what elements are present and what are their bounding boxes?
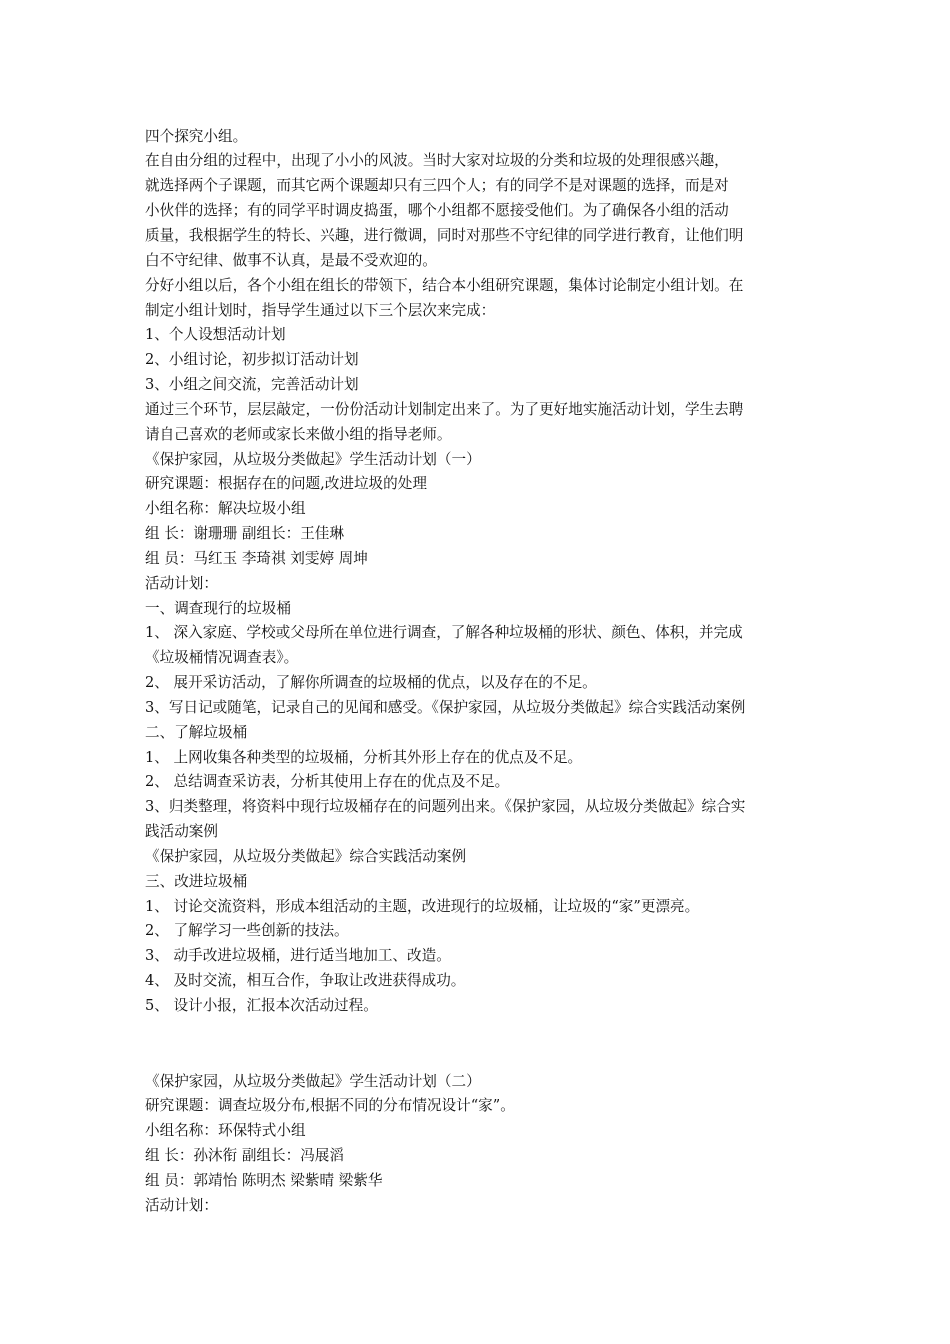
list-item: 1、 上网收集各种类型的垃圾桶，分析其外形上存在的优点及不足。 [145,749,583,766]
text-line: 请自己喜欢的老师或家长来做小组的指导老师。 [145,426,452,443]
section-heading: 三、改进垃圾桶 [145,873,248,890]
list-item: 1、 深入家庭、学校或父母所在单位进行调查，了解各种垃圾桶的形状、颜色、体积，并完成 [145,624,743,641]
text-line: 小组名称：解决垃圾小组 [145,500,306,517]
list-item: 2、 了解学习一些创新的技法。 [145,922,349,939]
list-item: 3、 动手改进垃圾桶，进行适当地加工、改造。 [145,947,451,964]
section-heading: 二、了解垃圾桶 [145,724,248,741]
text-line: 组 员：马红玉 李琦祺 刘雯婷 周坤 [145,550,368,567]
text-line: 四个探究小组。 [145,128,248,145]
text-line: 《保护家园，从垃圾分类做起》综合实践活动案例 [145,848,467,865]
text-line: 小组名称：环保特式小组 [145,1122,306,1139]
list-item: 3、小组之间交流，完善活动计划 [145,376,359,393]
list-item: 5、 设计小报，汇报本次活动过程。 [145,997,378,1014]
text-line: 小伙伴的选择；有的同学平时调皮捣蛋，哪个小组都不愿接受他们。为了确保各小组的活动 [145,202,729,219]
list-item: 3、写日记或随笔，记录自己的见闻和感受。《保护家园，从垃圾分类做起》综合实践活动案例 [145,699,746,716]
list-item: 4、 及时交流，相互合作，争取让改进获得成功。 [145,972,466,989]
section-title: 《保护家园，从垃圾分类做起》学生活动计划（二） [145,1073,481,1090]
text-line: 活动计划： [145,1197,218,1214]
text-line: 制定小组计划时，指导学生通过以下三个层次来完成： [145,302,496,319]
list-item: 3、归类整理，将资料中现行垃圾桶存在的问题列出来。《保护家园，从垃圾分类做起》综合实 [145,798,746,815]
list-item: 2、 总结调查采访表，分析其使用上存在的优点及不足。 [145,773,510,790]
text-line: 在自由分组的过程中，出现了小小的风波。当时大家对垃圾的分类和垃圾的处理很感兴趣， [145,152,729,169]
text-line: 通过三个环节，层层敲定，一份份活动计划制定出来了。为了更好地实施活动计划，学生去聘 [145,401,744,418]
text-line: 践活动案例 [145,823,218,840]
list-item: 2、 展开采访活动，了解你所调查的垃圾桶的优点，以及存在的不足。 [145,674,597,691]
text-line: 组 长：谢珊珊 副组长：王佳琳 [145,525,344,542]
text-line: 活动计划： [145,575,218,592]
text-line: 组 员：郭靖怡 陈明杰 梁紫晴 梁紫华 [145,1172,383,1189]
text-line: 研究课题：根据存在的问题,改进垃圾的处理 [145,475,427,492]
list-item: 1、 讨论交流资料，形成本组活动的主题，改进现行的垃圾桶，让垃圾的“家”更漂亮。 [145,898,700,915]
list-item: 2、小组讨论，初步拟订活动计划 [145,351,359,368]
text-line: 组 长：孙沐衔 副组长：冯展滔 [145,1147,344,1164]
text-line: 白不守纪律、做事不认真，是最不受欢迎的。 [145,252,437,269]
text-line: 《垃圾桶情况调查表》。 [145,649,299,666]
text-line: 就选择两个子课题，而其它两个课题却只有三四个人；有的同学不是对课题的选择，而是对 [145,177,729,194]
text-line: 研究课题：调查垃圾分布,根据不同的分布情况设计“家”。 [145,1097,515,1114]
list-item: 1、个人设想活动计划 [145,326,286,343]
section-heading: 一、调查现行的垃圾桶 [145,600,291,617]
section-title: 《保护家园，从垃圾分类做起》学生活动计划（一） [145,451,481,468]
text-line: 分好小组以后，各个小组在组长的带领下，结合本小组研究课题，集体讨论制定小组计划。在 [145,277,744,294]
text-line: 质量，我根据学生的特长、兴趣，进行微调，同时对那些不守纪律的同学进行教育，让他们明 [145,227,744,244]
